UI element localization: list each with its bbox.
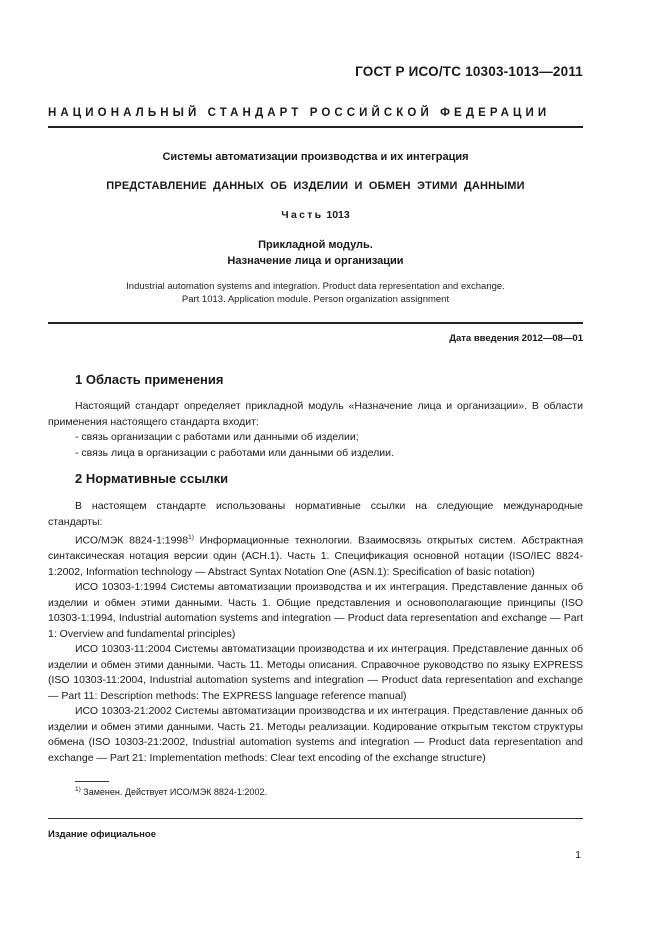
introduction-date: Дата введения 2012—08—01 [449, 333, 583, 344]
module-title [48, 237, 583, 269]
footnote [75, 786, 267, 797]
reference-id: ИСО 10303-11:2004 [75, 643, 172, 655]
section1-bullet-1: - связь организации с работами или данными об изделии; [75, 431, 359, 443]
section1-body [48, 399, 583, 461]
reference-item-4 [48, 704, 583, 766]
part-word: Часть [281, 209, 324, 221]
reference-id: ИСО 10303-1:1994 [75, 581, 167, 593]
section1-heading: 1 Область применения [75, 372, 224, 387]
section2-intro: В настоящем стандарте использованы нормативные ссылки на следующие международные стандарты: [48, 500, 583, 528]
section1-paragraph: Настоящий стандарт определяет прикладной модуль «Назначение лица и организации». В области применения настоящего стандарта входит: [48, 400, 583, 428]
reference-id: ИСО 10303-21:2002 [75, 705, 172, 717]
english-title-line2: Part 1013. Application module. Person organization assignment [181, 294, 450, 305]
reference-id: ИСО/МЭК 8824-1:1998 [75, 534, 189, 547]
header-rule [48, 126, 583, 128]
reference-text: Системы автоматизации производства и их интеграция. Представление данных об изделии и обмен этими данными. Часть 1. Общие представления и основополагающие принципы (ISO 10303-1:1994, Industrial automation systems and integration — Product data representation and exchange — Part 1: Overview and fundamental principles) [48, 581, 583, 640]
series-title: Системы автоматизации производства и их интеграция [162, 151, 469, 163]
module-title-line2: Назначение лица и организации [227, 255, 404, 267]
footnote-mark: 1) [75, 786, 81, 793]
reference-item-3 [48, 642, 583, 704]
main-title: ПРЕДСТАВЛЕНИЕ ДАННЫХ ОБ ИЗДЕЛИИ И ОБМЕН ЭТИМИ ДАННЫМИ [106, 180, 525, 192]
reference-text: Информационные технологии. Взаимосвязь открытых систем. Абстрактная синтаксическая нотация версии один (АСН.1). Часть 1. Спецификация основной нотации (ISO/IEC 8824-1:2002, Information technology — Abstract Syntax Notation One (ASN.1): Specification of basic notation) [48, 534, 584, 578]
document-number: ГОСТ Р ИСО/ТС 10303-1013—2011 [355, 64, 583, 79]
part-number: 1013 [326, 209, 350, 221]
section2-body [48, 499, 583, 766]
reference-text: Системы автоматизации производства и их интеграция. Представление данных об изделии и обмен этими данными. Часть 21. Методы реализации. Кодирование открытым текстом структуры обмена (ISO 10303-21:2002, Industrial automation systems and integration — Product data representation and exchange — Part 21: Implementation methods: Clear text encoding of the exchange structure) [48, 705, 583, 764]
edition-label: Издание официальное [48, 829, 156, 840]
part-title [48, 209, 583, 221]
section2-heading: 2 Нормативные ссылки [75, 471, 229, 486]
national-standard-banner: НАЦИОНАЛЬНЫЙ СТАНДАРТ РОССИЙСКОЙ ФЕДЕРАЦИИ [48, 107, 551, 119]
page-number: 1 [575, 849, 581, 861]
footnote-reference-mark[interactable]: 1) [188, 534, 194, 541]
english-title [48, 280, 583, 306]
footnote-text: Заменен. Действует ИСО/МЭК 8824-1:2002. [80, 787, 267, 797]
footer-rule [48, 818, 583, 819]
reference-item-2 [48, 580, 583, 642]
module-title-line1: Прикладной модуль. [258, 239, 373, 251]
title-rule [48, 322, 583, 324]
footnote-rule [75, 781, 109, 782]
reference-text: Системы автоматизации производства и их интеграция. Представление данных об изделии и обмен этими данными. Часть 11. Методы описания. Справочное руководство по языку EXPRESS (ISO 10303-11:2004, Industrial automation systems and integration — Product data representation and exchange — Part 11: Description methods: The EXPRESS language reference manual) [48, 643, 584, 702]
english-title-line1: Industrial automation systems and integration. Product data representation and exchange. [126, 281, 505, 292]
section1-bullet-2: - связь лица в организации с работами или данными об изделии. [75, 446, 394, 459]
reference-item-1 [48, 530, 583, 580]
